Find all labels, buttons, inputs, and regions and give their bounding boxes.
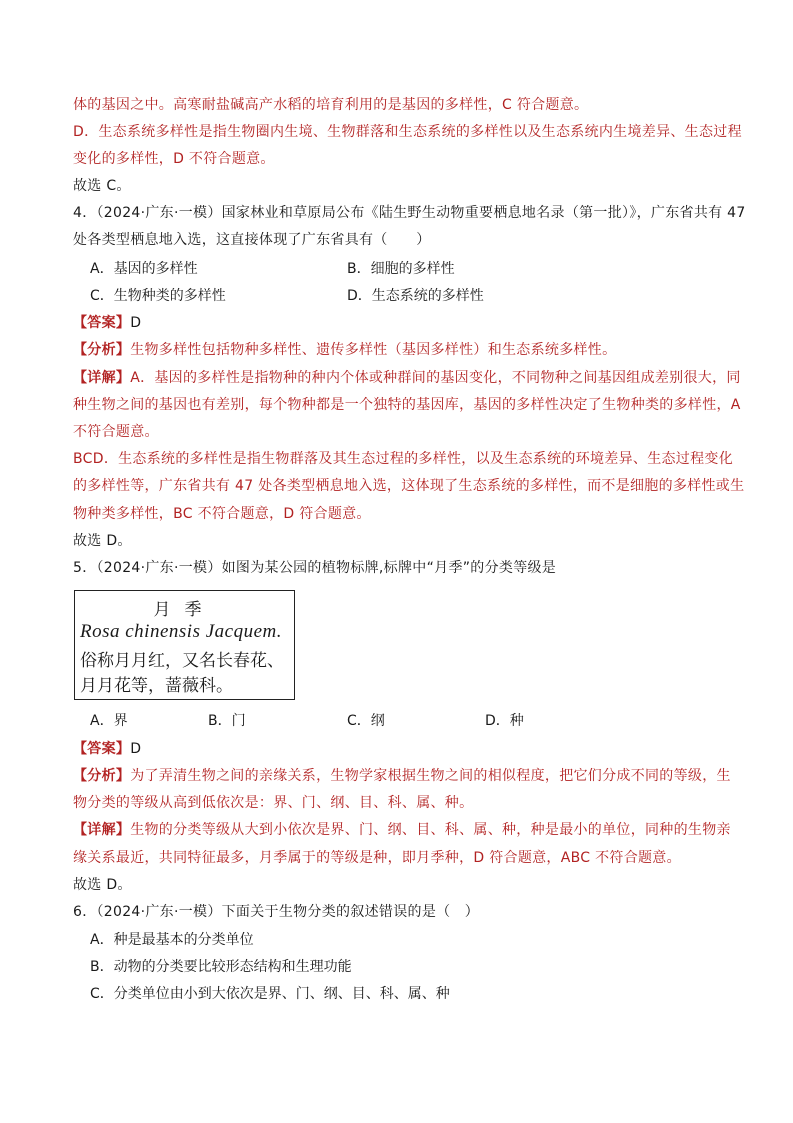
q5-answer — [73, 740, 141, 758]
analysis-tag: 【分析】 — [73, 342, 131, 358]
q5-option-b: B．门 — [208, 713, 246, 729]
q5-analysis-line-1 — [73, 767, 731, 785]
q4-analysis — [73, 341, 616, 359]
q4-detail-line-1 — [73, 369, 741, 387]
q4-detail-line-3: 不符合题意。 — [73, 424, 159, 440]
analysis-text: 为了弄清生物之间的亲缘关系，生物学家根据生物之间的相似程度，把它们分成不同的等级，生 — [130, 768, 731, 784]
q4-detail-line-6: 物种类多样性，BC 不符合题意，D 符合题意。 — [73, 506, 371, 522]
q5-option-a: A．界 — [90, 713, 128, 729]
q4-detail-line-4: BCD．生态系统的多样性是指生物群落及其生态过程的多样性，以及生态系统的环境差异、生态过程变化 — [73, 451, 734, 467]
detail-text: 生物的分类等级从大到小依次是界、门、纲、目、科、属、种，种是最小的单位，同种的生物亲 — [130, 822, 731, 838]
plant-sign-figure — [74, 590, 295, 700]
q5-stem: 5．（2024·广东·一模）如图为某公园的植物标牌,标牌中“月季”的分类等级是 — [73, 560, 557, 576]
q6-option-a: A．种是最基本的分类单位 — [90, 932, 254, 948]
q3-detail-line-3: 变化的多样性，D 不符合题意。 — [73, 151, 275, 167]
q3-choose: 故选 C。 — [73, 178, 131, 194]
answer-tag: 【答案】 — [73, 741, 131, 757]
q6-option-c: C．分类单位由小到大依次是界、门、纲、目、科、属、种 — [90, 986, 450, 1002]
q5-detail-line-2: 缘关系最近，共同特征最多，月季属于的等级是种，即月季种，D 符合题意，ABC 不符合题意。 — [73, 850, 681, 866]
q3-detail-line-2: D．生态系统多样性是指生物圈内生境、生物群落和生态系统的多样性以及生态系统内生境差异、生态过程 — [73, 124, 742, 140]
detail-tag: 【详解】 — [73, 822, 131, 838]
q4-detail-line-5: 的多样性等，广东省共有 47 处各类型栖息地入选，这体现了生态系统的多样性，而不是细胞的多样性或生 — [73, 478, 745, 494]
q3-detail-line-1: 体的基因之中。高寒耐盐碱高产水稻的培育利用的是基因的多样性，C 符合题意。 — [73, 97, 589, 113]
q5-analysis-line-2: 物分类的等级从高到低依次是：界、门、纲、目、科、属、种。 — [73, 795, 474, 811]
answer-value: D — [130, 315, 142, 331]
q4-option-b: B．细胞的多样性 — [347, 261, 455, 277]
q4-option-a: A．基因的多样性 — [90, 261, 198, 277]
q6-stem: 6．（2024·广东·一模）下面关于生物分类的叙述错误的是（ ） — [73, 904, 480, 920]
q4-stem-line-1: 4．（2024·广东·一模）国家林业和草原局公布《陆生野生动物重要栖息地名录（第一批）》，广东省共有 47 — [73, 205, 746, 221]
q4-choose: 故选 D。 — [73, 533, 132, 549]
plant-sign-latin-name: Rosa chinensis Jacquem. — [80, 621, 282, 642]
q4-answer — [73, 314, 141, 332]
q4-option-d: D．生态系统的多样性 — [347, 288, 484, 304]
q5-option-d: D．种 — [485, 713, 524, 729]
q6-option-b: B．动物的分类要比较形态结构和生理功能 — [90, 959, 352, 975]
q5-option-c: C．纲 — [347, 713, 385, 729]
analysis-text: 生物多样性包括物种多样性、遗传多样性（基因多样性）和生态系统多样性。 — [130, 342, 617, 358]
answer-tag: 【答案】 — [73, 315, 131, 331]
q5-detail-line-1 — [73, 821, 731, 839]
answer-value: D — [130, 741, 142, 757]
plant-sign-desc-line-2: 月月花等，蔷薇科。 — [80, 676, 233, 696]
detail-text: A．基因的多样性是指物种的种内个体或种群间的基因变化，不同物种之间基因组成差别很大，同 — [130, 370, 741, 386]
detail-tag: 【详解】 — [73, 370, 131, 386]
q4-stem-line-2: 处各类型栖息地入选，这直接体现了广东省具有（ ） — [73, 232, 431, 248]
q5-choose: 故选 D。 — [73, 877, 132, 893]
q4-option-c: C．生物种类的多样性 — [90, 288, 226, 304]
plant-sign-title: 月季 — [153, 600, 216, 620]
plant-sign-desc-line-1: 俗称月月红，又名长春花、 — [80, 651, 284, 671]
q4-detail-line-2: 种生物之间的基因也有差别，每个物种都是一个独特的基因库，基因的多样性决定了生物种类的多样性，A — [73, 397, 741, 413]
analysis-tag: 【分析】 — [73, 768, 131, 784]
